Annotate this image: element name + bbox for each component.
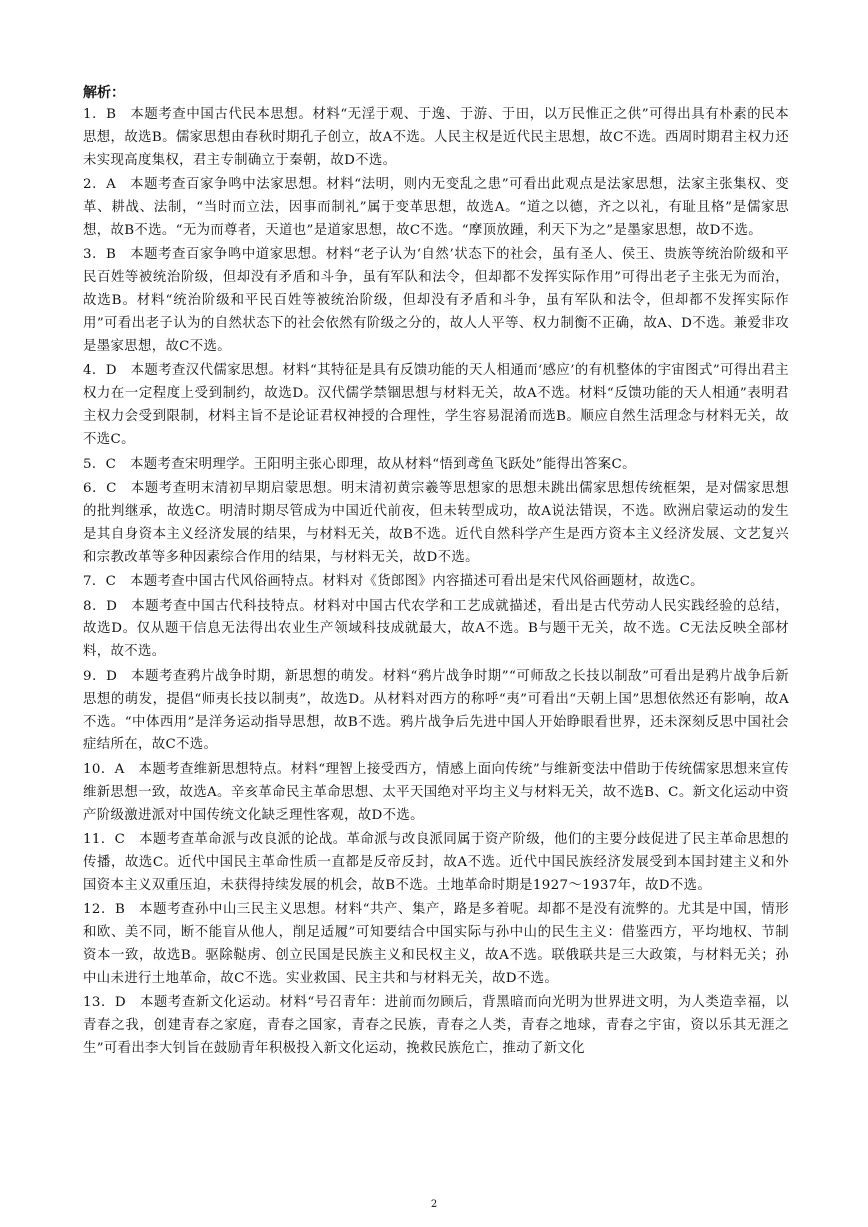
item-answer-key: 10．A	[83, 761, 125, 777]
analysis-item	[83, 759, 789, 828]
item-explanation: 本题考查维新思想特点。材料“理智上接受西方，情感上面向传统”与维新变法中借助于传统儒家思想来宣传维新思想一致，故选A。辛亥革命民主革命思想、太平天国绝对平均主义与材料无关，故不选B、C。新文化运动中资产阶级激进派对中国传统文化缺乏理性客观，故D不选。	[83, 761, 789, 823]
item-explanation: 本题考查革命派与改良派的论战。革命派与改良派同属于资产阶级，他们的主要分歧促进了民主革命思想的传播，故选C。近代中国民主革命性质一直都是反帝反封，故A不选。近代中国民族经济发展受到本国封建主义和外国资本主义双重压迫，未获得持续发展的机会，故B不选。土地革命时期是1927～1937年，故D不选。	[83, 832, 790, 893]
analysis-item	[83, 899, 789, 991]
item-explanation: 本题考查中国古代科技特点。材料对中国古代农学和工艺成就描述，看出是古代劳动人民实践经验的总结，故选D。仅从题干信息无法得出农业生产领域科技成就最大，故A不选。B与题干无关，故不选。C无法反映全部材料，故不选。	[83, 598, 789, 660]
item-answer-key: 2．A	[83, 177, 117, 193]
item-answer-key: 4．D	[83, 363, 117, 379]
item-explanation: 本题考查鸦片战争时期，新思想的萌发。材料“鸦片战争时期”“可师敌之长技以制敌”可看出是鸦片战争后新思想的萌发，提倡“师夷长技以制夷”，故选D。从材料对西方的称呼“夷”可看出“天朝上国”思想依然还有影响，故A不选。“中体西用”是洋务运动指导思想，故B不选。鸦片战争后先进中国人开始睁眼看世界，还未深刻反思中国社会症结所在，故C不选。	[83, 668, 789, 753]
item-answer-key: 6．C	[83, 481, 117, 496]
analysis-heading: 解析：	[83, 85, 125, 101]
item-explanation: 本题考查孙中山三民主义思想。材料“共产、集产，路是多着呢。却都不是没有流弊的。尤其是中国，情形和欧、美不同，断不能盲从他人，削足适履”可知要结合中国实际与孙中山的民生主义：借鉴西方，平均地权、节制资本一致，故选B。驱除鞑虏、创立民国是民族主义和民权主义，故A不选。联俄联共是三大政策，与材料无关；孙中山未进行土地革命，故C不选。实业救国、民主共和与材料无关，故D不选。	[83, 902, 790, 987]
item-explanation: 本题考查汉代儒家思想。材料“其特征是具有反馈功能的天人相通而‘感应’的有机整体的宇宙图式”可得出君主权力在一定程度上受到制约，故选D。汉代儒学禁锢思想与材料无关，故A不选。材料“反馈功能的天人相通”表明君主权力会受到限制，材料主旨不是论证君权神授的合理性，学生容易混淆而选B。顺应自然生活理念与材料无关，故不选C。	[83, 363, 789, 448]
item-answer-key: 13．D	[83, 995, 126, 1011]
item-answer-key: 8．D	[83, 598, 118, 614]
analysis-item	[83, 992, 789, 1061]
item-answer-key: 12．B	[83, 902, 126, 918]
analysis-item	[83, 244, 789, 359]
analysis-item	[83, 829, 789, 898]
item-explanation: 本题考查中国古代民本思想。材料“无淫于观、于逸、于游、于田，以万民惟正之供”可得出具有朴素的民本思想，故选B。儒家思想由春秋时期孔子创立，故A不选。人民主权是近代民主思想，故C不选。西周时期君主权力还未实现高度集权，君主专制确立于秦朝，故D不选。	[83, 107, 789, 168]
item-explanation: 本题考查百家争鸣中道家思想。材料“老子认为‘自然’状态下的社会，虽有圣人、侯王、贵族等统治阶级和平民百姓等被统治阶级，但却没有矛盾和斗争，虽有军队和法令，但却都不发挥实际作用”可得出老子主张无为而治，故选B。材料“统治阶级和平民百姓等被统治阶级，但却没有矛盾和斗争，虽有军队和法令，但却都不发挥实际作用”可看出老子认为的自然状态下的社会依然有阶级之分的，故人人平等、权力制衡不正确，故A、D不选。兼爱非攻是墨家思想，故C不选。	[83, 247, 789, 355]
item-explanation: 本题考查宋明理学。王阳明主张心即理，故从材料“悟到鸢鱼飞跃处”能得出答案C。	[129, 456, 636, 472]
analysis-item	[83, 571, 789, 594]
answer-analysis	[83, 82, 789, 1063]
item-answer-key: 11．C	[83, 832, 126, 848]
item-answer-key: 3．B	[83, 247, 117, 263]
item-answer-key: 9．D	[83, 668, 118, 684]
analysis-item	[83, 174, 789, 243]
analysis-item	[83, 104, 789, 173]
item-explanation: 本题考查百家争鸣中法家思想。材料“法明，则内无变乱之患”可看出此观点是法家思想，法家主张集权、变革、耕战、法制，“当时而立法，因事而制礼”属于变革思想，故选A。“道之以德，齐之以礼，有耻且格”是儒家思想，故B不选。“无为而尊者，天道也”是道家思想，故C不选。“摩顶放踵，利天下为之”是墨家思想，故D不选。	[83, 177, 789, 239]
analysis-list	[83, 104, 789, 1061]
item-answer-key: 1．B	[83, 107, 117, 122]
analysis-item	[83, 454, 789, 477]
analysis-item	[83, 360, 789, 452]
analysis-item	[83, 478, 789, 570]
item-answer-key: 5．C	[83, 456, 117, 472]
item-answer-key: 7．C	[83, 574, 117, 590]
item-explanation: 本题考查新文化运动。材料“号召青年：进前而勿顾后，背黑暗而向光明为世界进文明，为人类造幸福，以青春之我，创建青春之家庭，青春之国家，青春之民族，青春之人类，青春之地球，青春之宇宙，资以乐其无涯之生”可看出李大钊旨在鼓励青年积极投入新文化运动，挽救民族危亡，推动了新文化	[83, 995, 789, 1057]
page-number: 2	[430, 1199, 438, 1210]
item-explanation: 本题考查中国古代风俗画特点。材料对《货郎图》内容描述可看出是宋代风俗画题材，故选C。	[129, 574, 704, 590]
analysis-item	[83, 666, 789, 758]
item-explanation: 本题考查明末清初早期启蒙思想。明末清初黄宗羲等思想家的思想未跳出儒家思想传统框架，是对儒家思想的批判继承，故选C。明清时期尽管成为中国近代前夜，但未转型成功，故A说法错误，不选。欧洲启蒙运动的发生是其自身资本主义经济发展的结果，与材料无关，故B不选。近代自然科学产生是西方资本主义经济发展、文艺复兴和宗教改革等多种因素综合作用的结果，与材料无关，故D不选。	[83, 481, 789, 565]
analysis-item	[83, 596, 789, 665]
